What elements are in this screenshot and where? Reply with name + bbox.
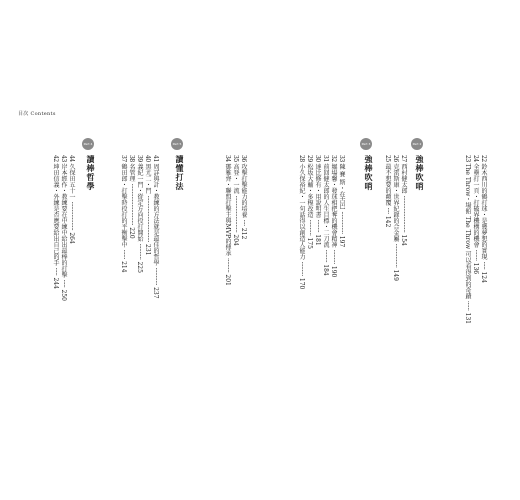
toc-entry xyxy=(472,155,479,274)
toc-entry xyxy=(52,155,59,289)
toc-leader: ····· xyxy=(480,261,487,270)
toc-leader: ·········· xyxy=(306,219,313,236)
toc-leader: ······················· xyxy=(400,195,407,233)
toc-leader: ·························· xyxy=(128,183,135,226)
toc-leader: ····· xyxy=(60,279,67,288)
toc-entry xyxy=(144,155,151,255)
toc-leader: ······ xyxy=(464,300,471,311)
toc-entry xyxy=(322,155,329,276)
toc-entry-page: 154 xyxy=(400,234,407,246)
toc-leader: ·············· xyxy=(338,211,345,234)
part-title-1: 讀棒哲學 xyxy=(86,155,96,191)
page-header-label: 目次 Contents xyxy=(18,111,56,117)
toc-entry-page: 214 xyxy=(120,261,127,273)
toc-entry xyxy=(384,155,391,227)
toc-entry-number: 37 xyxy=(120,155,127,162)
toc-leader: ······················· xyxy=(232,195,239,233)
toc-entry-page: 142 xyxy=(384,215,391,228)
toc-entry-number: 36 xyxy=(240,155,247,162)
toc-entry-page: 181 xyxy=(314,234,321,246)
toc-entry-number: 40 xyxy=(144,155,151,162)
part-badge-3: Part 2 xyxy=(411,138,423,150)
toc-entry-number: 22 xyxy=(480,155,487,162)
toc-entry xyxy=(60,155,67,301)
toc-entry-number: 27 xyxy=(400,155,407,162)
toc-entry-number: 43 xyxy=(60,155,67,162)
toc-entry-page: 175 xyxy=(306,237,313,249)
toc-entry xyxy=(120,155,127,273)
toc-entry-number: 25 xyxy=(384,155,391,162)
toc-entry-title: 小久保裕紀・一句話得以創造人能力 xyxy=(298,163,305,260)
toc-entry-page: 244 xyxy=(52,277,59,289)
toc-entry-number: 23 xyxy=(464,155,471,162)
toc-entry xyxy=(338,155,345,247)
toc-entry xyxy=(464,155,471,324)
toc-entry xyxy=(152,155,159,299)
toc-entry-title: 名管理 xyxy=(128,163,135,182)
toc-entry-title: 鈴木西川的鶴打球・是幾夢想的實現 xyxy=(480,163,487,260)
toc-entry xyxy=(298,155,305,289)
toc-entry xyxy=(128,155,135,239)
toc-leader: ··············· xyxy=(392,243,399,268)
toc-leader: ·················· xyxy=(68,201,75,231)
toc-entry-page: 264 xyxy=(68,232,75,244)
part-title-2: 讀懂打法 xyxy=(175,155,185,191)
toc-entry xyxy=(232,155,239,246)
toc-leader: ···· xyxy=(384,207,391,214)
toc-entry-title: 坤田信義・外練是否應要給出自己的手 xyxy=(52,163,59,266)
toc-entry-page: 204 xyxy=(232,234,239,246)
toc-entry-title: 最不想要的顛覆 xyxy=(384,163,391,206)
toc-leader: ······ xyxy=(120,249,127,260)
toc-entry-page: 131 xyxy=(464,312,471,324)
toc-entry-page: 231 xyxy=(144,244,151,256)
toc-entry-number: 42 xyxy=(52,155,59,162)
toc-leader: ········· xyxy=(224,258,231,273)
toc-entry-title: 周詳與計・教練的方法就是最佳的哲學 xyxy=(152,163,159,266)
toc-entry-number: 38 xyxy=(128,155,135,162)
toc-entry-number: 33 xyxy=(338,155,345,162)
toc-entry-title: 前回健太郎的人生目標・二刀流 xyxy=(322,163,329,248)
toc-entry-title: 全壘打一頁・打破界機構的機會 xyxy=(472,163,479,248)
toc-entry-page: 149 xyxy=(392,269,399,281)
toc-entry-title: 高登・一流 xyxy=(232,163,239,194)
toc-entry-number: 35 xyxy=(232,155,239,162)
toc-leader: ········· xyxy=(298,261,305,276)
toc-entry-page: 220 xyxy=(128,227,135,239)
part-badge-2: Part 5 xyxy=(171,138,183,150)
toc-entry-title: 攻擊打擊能力的培養 xyxy=(240,163,247,218)
toc-entry-number: 34 xyxy=(224,155,231,162)
toc-entry-title: 堀場馨・發球相把奪的機會精神 xyxy=(330,163,337,248)
toc-leader: ······· xyxy=(472,249,479,261)
part-badge-4: Part 3 xyxy=(360,138,372,150)
toc-leader: ····· xyxy=(52,267,59,276)
toc-entry-title: 黑尤二・門 xyxy=(144,163,151,194)
toc-entry-title: 陳 賽 斯・在古巴 xyxy=(338,163,345,210)
toc-entry-number: 32 xyxy=(330,155,337,162)
toc-entry xyxy=(480,155,487,283)
toc-entry-title: 松坂大輔・多模改造 xyxy=(306,163,313,218)
toc-entry xyxy=(240,155,247,239)
part-badge-1: Part 4 xyxy=(82,138,94,150)
toc-leader: ·········· xyxy=(136,243,143,260)
part-title-3: 強棒吹哨 xyxy=(415,155,425,191)
toc-entry-number: 30 xyxy=(314,155,321,162)
toc-entry-title: 鶴田郎・打擊時投打的平衡擊中 xyxy=(120,163,127,248)
toc-entry-number: 24 xyxy=(472,155,479,162)
toc-entry-title: 岸本經作・教練要在中練中給出最棒的打擊 xyxy=(60,163,67,278)
toc-entry-number: 26 xyxy=(392,155,399,162)
toc-entry xyxy=(314,155,321,246)
toc-entry-page: 201 xyxy=(224,274,231,286)
toc-entry-title: 鄧雅齊・聯盟打擊王與MVP的傳承 xyxy=(224,163,231,257)
toc-entry-page: 124 xyxy=(480,271,487,283)
toc-entry-number: 28 xyxy=(298,155,305,162)
part-title-4: 強棒吹哨 xyxy=(364,155,374,191)
toc-entry-page: 184 xyxy=(322,264,329,276)
toc-entry-number: 31 xyxy=(322,155,329,162)
toc-entry xyxy=(330,155,337,277)
toc-entry xyxy=(136,155,143,273)
toc-entry-page: 225 xyxy=(136,261,143,273)
toc-entry-page: 237 xyxy=(152,287,159,299)
toc-entry-title: 西村健太郎 xyxy=(400,163,407,194)
toc-entry-title: The Throw・場館 The Throw 可以看得到的奇蹟 xyxy=(464,163,471,299)
toc-leader: ···· xyxy=(240,219,247,226)
toc-entry-title: 義紀一門・從定方向投打開始 xyxy=(136,163,143,242)
toc-leader: ····························· xyxy=(144,195,151,243)
toc-entry-title: 克雷斯康・世界紀錄的合金屬 xyxy=(392,163,399,242)
toc-entry-page: 212 xyxy=(240,227,247,240)
toc-leader: ········ xyxy=(314,219,321,233)
toc-entry xyxy=(400,155,407,246)
toc-entry-page: 190 xyxy=(330,265,337,278)
toc-entry-page: 136 xyxy=(472,262,479,275)
toc-leader: ········· xyxy=(330,249,337,264)
toc-entry-page: 250 xyxy=(60,289,67,301)
toc-entry-number: 39 xyxy=(136,155,143,162)
toc-entry-number: 44 xyxy=(68,155,75,162)
toc-entry-number: 29 xyxy=(306,155,313,162)
toc-entry-page: 197 xyxy=(338,235,345,248)
toc-entry-page: 170 xyxy=(298,277,305,290)
toc-entry-number: 41 xyxy=(152,155,159,162)
toc-entry-title: 達比修有・用說明書 xyxy=(314,163,321,218)
toc-entry xyxy=(224,155,231,286)
toc-entry-title: 久保田五十一 xyxy=(68,163,75,200)
toc-leader: ········ xyxy=(322,249,329,263)
toc-entry xyxy=(68,155,75,244)
toc-entry xyxy=(392,155,399,281)
toc-entry xyxy=(306,155,313,249)
toc-leader: ··········· xyxy=(152,267,159,286)
